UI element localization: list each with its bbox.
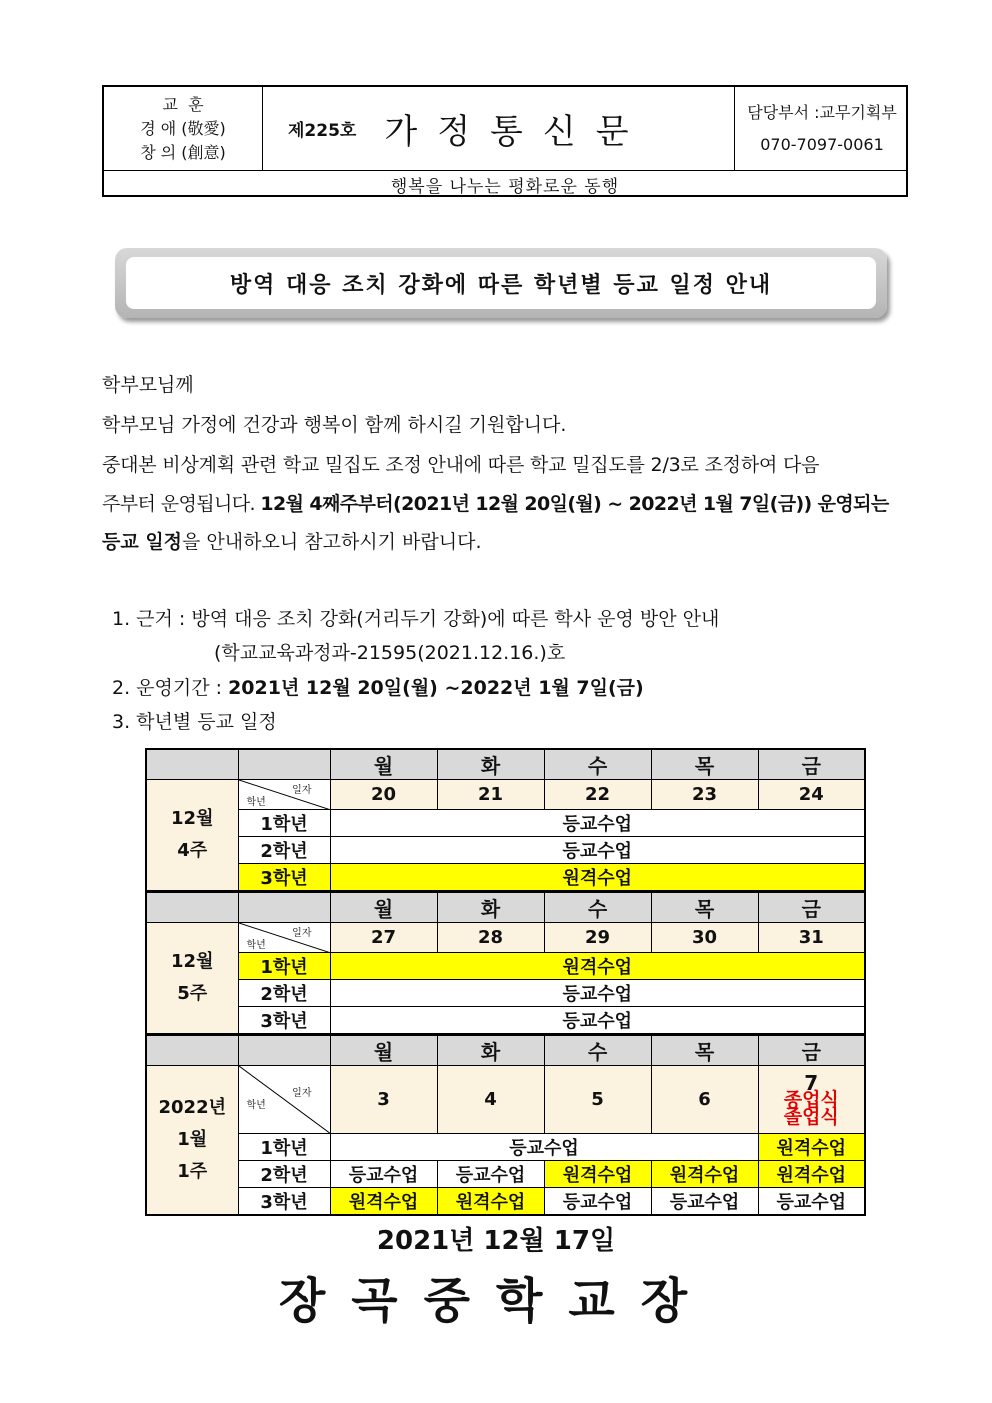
- body-line-1: 학부모님 가정에 건강과 행복이 함께 하시길 기원합니다.: [102, 414, 567, 436]
- list-item-1: 1. 근거 : 방역 대응 조치 강화(거리두기 강화)에 따른 학사 운영 방안 안내: [112, 608, 720, 630]
- schedule-table: [145, 748, 866, 1216]
- date-cell: 6: [651, 1066, 758, 1134]
- day-thu: 목: [651, 892, 758, 923]
- day-thu: 목: [651, 749, 758, 780]
- list-item-3: 3. 학년별 등교 일정: [112, 711, 277, 733]
- day-header-row: [146, 749, 865, 780]
- date-cell-ceremony: [758, 1066, 865, 1134]
- grade-label: 3학년: [238, 864, 330, 892]
- diag-label-date: 일자: [292, 785, 312, 796]
- date-cell: 22: [544, 780, 651, 810]
- empty-cell: [146, 1035, 238, 1066]
- week-label-week: 5주: [177, 983, 208, 1004]
- class-mode: 원격수업: [758, 1161, 865, 1188]
- motto-line2: 창 의 (創意): [140, 142, 226, 162]
- class-mode: 등교수업: [544, 1188, 651, 1216]
- week-label-month: 12월: [171, 808, 214, 829]
- diagonal-header-cell: [238, 1066, 330, 1134]
- class-mode: 등교수업: [758, 1188, 865, 1216]
- week-label-month: 12월: [171, 951, 214, 972]
- grade-label: 3학년: [238, 1007, 330, 1035]
- class-mode: 원격수업: [437, 1188, 544, 1216]
- week-label-week: 4주: [177, 840, 208, 861]
- header-top-row: [104, 87, 906, 171]
- empty-cell: [146, 749, 238, 780]
- day-mon: 월: [330, 1035, 437, 1066]
- date-cell: 5: [544, 1066, 651, 1134]
- grade-label: 1학년: [238, 953, 330, 980]
- day-mon: 월: [330, 892, 437, 923]
- day-mon: 월: [330, 749, 437, 780]
- day-fri: 금: [758, 1035, 865, 1066]
- empty-cell: [238, 1035, 330, 1066]
- list-item-2-label: 2. 운영기간 :: [112, 677, 229, 699]
- grade-row: [146, 810, 865, 837]
- day-wed: 수: [544, 1035, 651, 1066]
- date-cell: 20: [330, 780, 437, 810]
- empty-cell: [238, 749, 330, 780]
- date-row: [146, 780, 865, 810]
- date-cell: 29: [544, 923, 651, 953]
- day-tue: 화: [437, 892, 544, 923]
- class-mode: 원격수업: [544, 1161, 651, 1188]
- day-fri: 금: [758, 892, 865, 923]
- class-mode: 원격수업: [651, 1161, 758, 1188]
- grade-row: [146, 980, 865, 1007]
- grade-row: [146, 1134, 865, 1161]
- date-cell: 4: [437, 1066, 544, 1134]
- grade-row: [146, 864, 865, 892]
- body-line-3: [102, 484, 889, 524]
- date-cell: 3: [330, 1066, 437, 1134]
- date-cell: 28: [437, 923, 544, 953]
- grade-row: [146, 1161, 865, 1188]
- empty-cell: [238, 892, 330, 923]
- grade-row: [146, 1007, 865, 1035]
- class-mode: 등교수업: [330, 1134, 758, 1161]
- school-motto: [104, 87, 263, 170]
- day-fri: 금: [758, 749, 865, 780]
- week-label-month: 1월: [177, 1129, 208, 1150]
- school-slogan: 행복을 나누는 평화로운 동행: [390, 176, 620, 197]
- grade-label: 2학년: [238, 837, 330, 864]
- class-mode: 원격수업: [330, 1188, 437, 1216]
- department-name: 담당부서 :교무기획부: [747, 102, 897, 122]
- class-mode: 등교수업: [651, 1188, 758, 1216]
- class-mode: 원격수업: [330, 864, 865, 892]
- ceremony-label-2: 졸업식: [783, 1105, 839, 1128]
- class-mode: 등교수업: [330, 810, 865, 837]
- grade-row: [146, 953, 865, 980]
- body-line-3-plain: 주부터 운영됩니다.: [102, 493, 261, 515]
- week-label-week: 1주: [177, 1161, 208, 1182]
- grade-row: [146, 837, 865, 864]
- date-cell: 24: [758, 780, 865, 810]
- week-label: [146, 1066, 238, 1216]
- date-row: [146, 1066, 865, 1134]
- diagonal-header-cell: [238, 780, 330, 810]
- date-cell: 23: [651, 780, 758, 810]
- ceremony-label-1: 종업식: [783, 1088, 839, 1111]
- newsletter-header: [102, 85, 908, 197]
- day-wed: 수: [544, 892, 651, 923]
- body-line-4: [102, 522, 482, 562]
- date-number: 7: [804, 1070, 819, 1095]
- grade-label: 2학년: [238, 980, 330, 1007]
- diagonal-header-cell: [238, 923, 330, 953]
- motto-line1: 경 애 (敬愛): [140, 118, 226, 138]
- empty-cell: [146, 892, 238, 923]
- list-item-2: [112, 671, 644, 705]
- diag-label-date: 일자: [292, 1088, 312, 1099]
- newsletter-title: 가정통신문: [384, 112, 649, 152]
- diag-label-date: 일자: [292, 928, 312, 939]
- issue-number: 제225호: [288, 121, 357, 141]
- body-line-2: 중대본 비상계획 관련 학교 밀집도 조정 안내에 따른 학교 밀집도를 2/3로 조정하여 다음: [102, 454, 820, 476]
- header-title-area: [262, 87, 734, 170]
- date-cell: 21: [437, 780, 544, 810]
- grade-label: 3학년: [238, 1188, 330, 1216]
- day-thu: 목: [651, 1035, 758, 1066]
- day-tue: 화: [437, 1035, 544, 1066]
- day-tue: 화: [437, 749, 544, 780]
- class-mode: 등교수업: [330, 1007, 865, 1035]
- week-label: [146, 923, 238, 1035]
- body-line-4-bold: 등교 일정: [102, 531, 183, 553]
- date-row: [146, 923, 865, 953]
- body-line-3-bold: 12월 4째주부터(2021년 12월 20일(월) ~ 2022년 1월 7일(금)) 운영되는: [260, 493, 889, 515]
- motto-title: 교 훈: [162, 94, 204, 114]
- grade-label: 1학년: [238, 1134, 330, 1161]
- diag-label-grade: 학년: [246, 797, 266, 808]
- class-mode: 등교수업: [330, 980, 865, 1007]
- grade-row: [146, 1188, 865, 1216]
- class-mode: 원격수업: [330, 953, 865, 980]
- list-item-1-sub: (학교교육과정과-21595(2021.12.16.)호: [214, 642, 566, 664]
- greeting: 학부모님께: [102, 374, 194, 396]
- grade-label: 1학년: [238, 810, 330, 837]
- issue-date: 2021년 12월 17일: [376, 1226, 616, 1256]
- diag-label-grade: 학년: [246, 1100, 266, 1111]
- class-mode: 원격수업: [758, 1134, 865, 1161]
- grade-label: 2학년: [238, 1161, 330, 1188]
- class-mode: 등교수업: [437, 1161, 544, 1188]
- department-phone: 070-7097-0061: [760, 134, 884, 154]
- day-header-row: [146, 892, 865, 923]
- date-cell: 27: [330, 923, 437, 953]
- body-line-4-plain: 을 안내하오니 참고하시기 바랍니다.: [182, 531, 482, 553]
- class-mode: 등교수업: [330, 837, 865, 864]
- day-header-row: [146, 1035, 865, 1066]
- list-item-2-period: 2021년 12월 20일(월) ~2022년 1월 7일(금): [228, 677, 644, 699]
- week-label-year: 2022년: [158, 1097, 226, 1118]
- date-cell: 30: [651, 923, 758, 953]
- principal-signature: 장곡중학교장: [278, 1273, 714, 1329]
- banner-title: 방역 대응 조치 강화에 따른 학년별 등교 일정 안내: [126, 257, 876, 309]
- week-label: [146, 780, 238, 892]
- date-cell: 31: [758, 923, 865, 953]
- title-banner: [115, 248, 887, 318]
- diag-label-grade: 학년: [246, 940, 266, 951]
- day-wed: 수: [544, 749, 651, 780]
- department-info: [734, 87, 909, 170]
- class-mode: 등교수업: [330, 1161, 437, 1188]
